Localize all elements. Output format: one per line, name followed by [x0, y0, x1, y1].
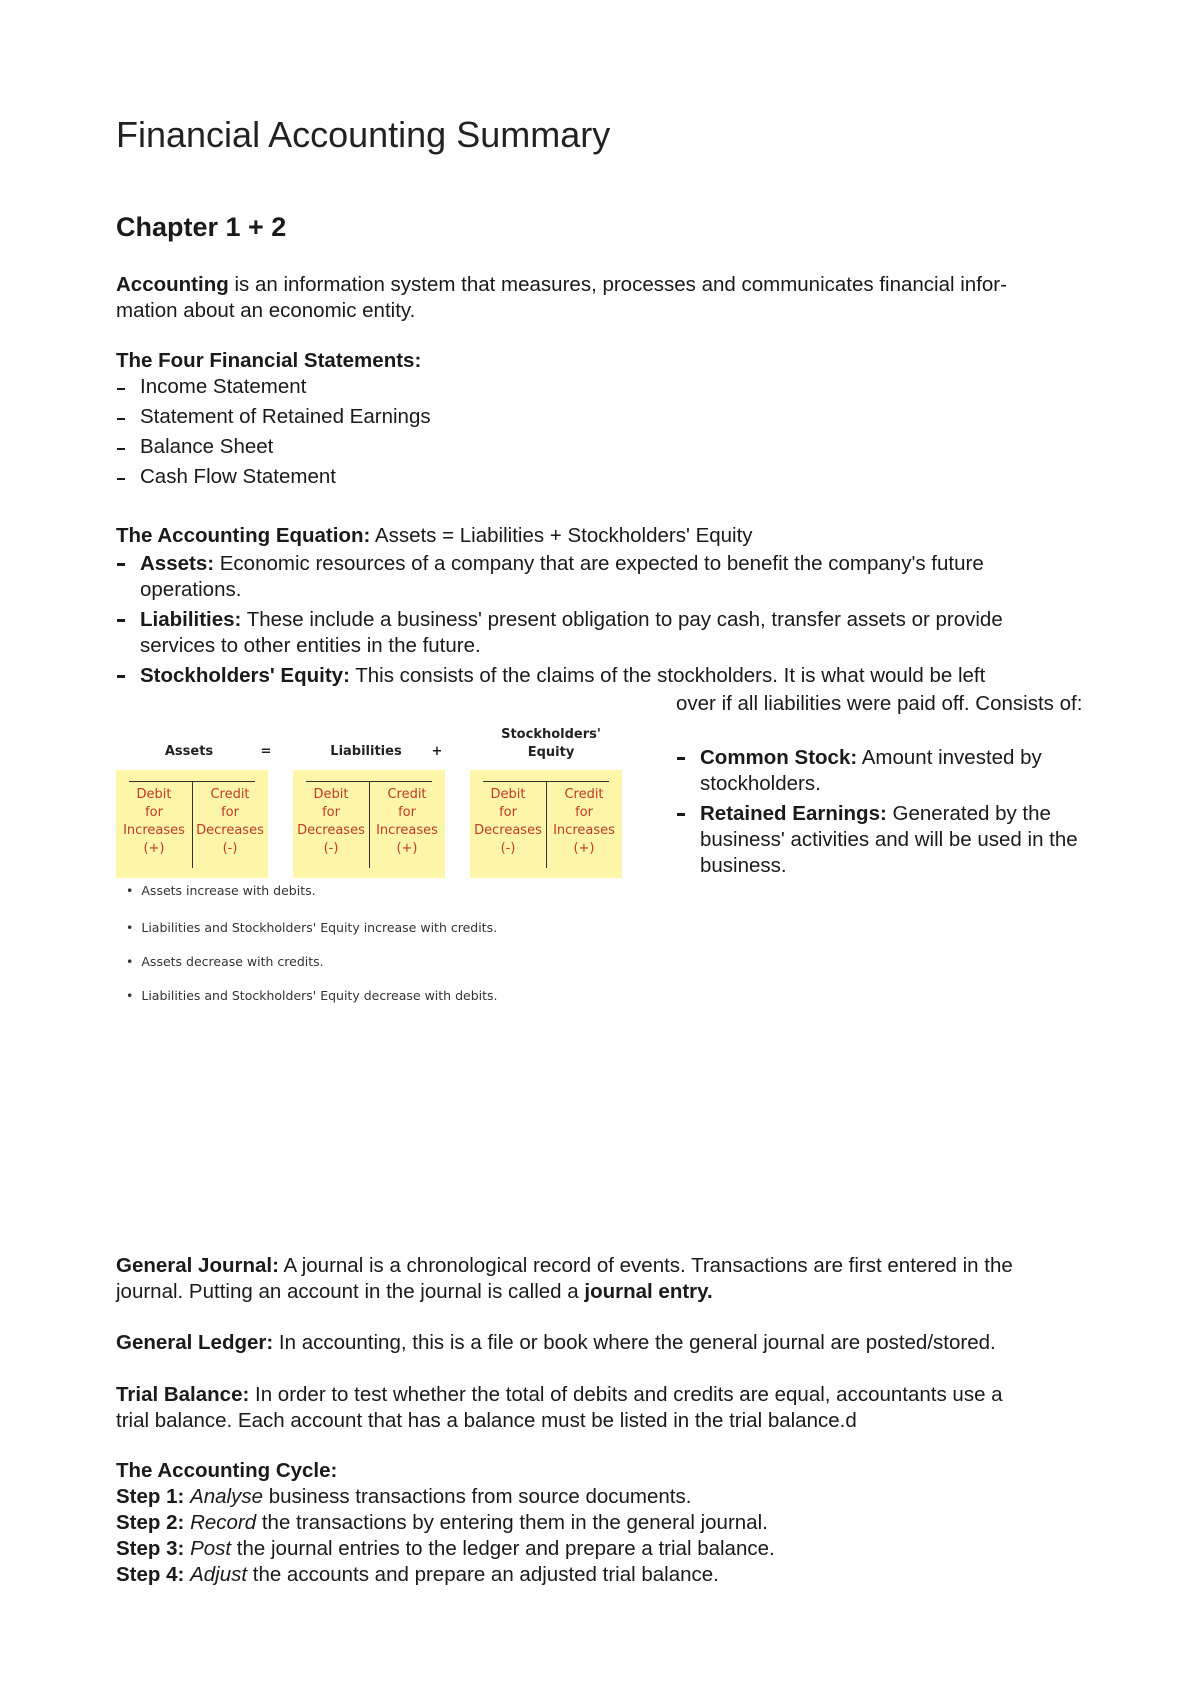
- list-item: Balance Sheet: [116, 432, 431, 462]
- liabilities-t-account: [293, 770, 445, 878]
- list-item: [116, 551, 1106, 603]
- retained-earnings-term: Retained Earnings:: [700, 802, 887, 825]
- diagram-equity-header: Stockholders' Equity: [501, 727, 601, 760]
- assets-text-2: operations.: [140, 578, 242, 601]
- trial-balance-paragraph: [116, 1382, 1096, 1434]
- equity-continued: over if all liabilities were paid off. Consists of:: [676, 692, 1083, 715]
- equation-terms-list: [116, 551, 1106, 689]
- journal-entry-term: journal entry.: [584, 1280, 713, 1303]
- diagram-liabilities-header: Liabilities: [330, 744, 402, 759]
- step-text: the accounts and prepare an adjusted trial balance.: [247, 1563, 719, 1586]
- liabilities-credit-cell: Credit for Increases (+): [376, 787, 438, 856]
- list-item: [116, 663, 1106, 689]
- step-text: the journal entries to the ledger and prepare a trial balance.: [231, 1537, 775, 1560]
- accounting-equation: [116, 523, 1096, 549]
- step-label: Step 4:: [116, 1563, 185, 1586]
- trial-balance-term: Trial Balance:: [116, 1383, 250, 1406]
- list-item: Statement of Retained Earnings: [116, 402, 431, 432]
- general-journal-text-2: journal. Putting an account in the journal is called a: [116, 1280, 585, 1303]
- general-journal-text: A journal is a chronological record of events. Transactions are first entered in the: [278, 1254, 1013, 1277]
- retained-earnings-text: Generated by the business' activities and will be used in the business.: [700, 802, 1078, 877]
- document-title: Financial Accounting Summary: [116, 114, 611, 155]
- diagram-note: • Assets decrease with credits.: [126, 954, 324, 969]
- step-label: Step 2:: [116, 1511, 185, 1534]
- liabilities-debit-cell: Debit for Decreases (-): [297, 787, 365, 856]
- list-item: [676, 745, 1096, 797]
- diagram-note: • Liabilities and Stockholders' Equity increase with credits.: [126, 920, 497, 935]
- equity-text: This consists of the claims of the stockholders. It is what would be left: [349, 664, 986, 687]
- trial-balance-text: In order to test whether the total of debits and credits are equal, accountants use a: [249, 1383, 1003, 1406]
- general-journal-paragraph: [116, 1253, 1096, 1305]
- trial-balance-text-2: trial balance. Each account that has a balance must be listed in the trial balance.d: [116, 1409, 857, 1432]
- cycle-step-1: [116, 1484, 691, 1510]
- common-stock-text: Amount invested by stockholders.: [700, 746, 1042, 795]
- step-label: Step 1:: [116, 1485, 185, 1508]
- cycle-step-4: [116, 1562, 719, 1588]
- step-verb: Adjust: [190, 1563, 248, 1586]
- diagram-note: • Assets increase with debits.: [126, 883, 316, 898]
- liabilities-term: Liabilities:: [140, 608, 242, 631]
- list-item: Income Statement: [116, 372, 431, 402]
- diagram-assets-header: Assets: [164, 744, 214, 759]
- assets-t-account: [116, 770, 268, 878]
- assets-text: Economic resources of a company that are expected to benefit the company's future: [214, 552, 984, 575]
- general-journal-term: General Journal:: [116, 1254, 279, 1277]
- liabilities-text-2: services to other entities in the future.: [140, 634, 481, 657]
- equity-credit-cell: Credit for Increases (+): [553, 787, 615, 856]
- t-account-diagram: [116, 720, 636, 1015]
- assets-term: Assets:: [140, 552, 215, 575]
- general-ledger-text: In accounting, this is a file or book where the general journal are posted/stored.: [273, 1331, 996, 1354]
- cycle-step-2: [116, 1510, 768, 1536]
- four-statements-heading: The Four Financial Statements:: [116, 349, 422, 372]
- step-label: Step 3:: [116, 1537, 185, 1560]
- step-text: the transactions by entering them in the general journal.: [256, 1511, 768, 1534]
- diagram-plus-sign: +: [431, 744, 443, 759]
- general-ledger-paragraph: [116, 1330, 1096, 1356]
- common-stock-term: Common Stock:: [700, 746, 858, 769]
- chapter-heading: Chapter 1 + 2: [116, 212, 287, 242]
- list-item: Cash Flow Statement: [116, 462, 431, 492]
- equation-text: Assets = Liabilities + Stockholders' Equity: [370, 524, 753, 547]
- accounting-text-2: mation about an economic entity.: [116, 299, 416, 322]
- equity-sub-list: [676, 745, 1096, 879]
- assets-credit-cell: Credit for Decreases (-): [196, 787, 264, 856]
- cycle-step-3: [116, 1536, 775, 1562]
- four-statements-list: [116, 372, 431, 492]
- step-text: business transactions from source documents.: [263, 1485, 692, 1508]
- liabilities-text: These include a business' present obligation to pay cash, transfer assets or provide: [241, 608, 1003, 631]
- list-item: [116, 607, 1106, 659]
- diagram-equals-sign: =: [260, 744, 272, 759]
- accounting-definition: [116, 272, 1096, 324]
- step-verb: Post: [190, 1537, 232, 1560]
- equation-label: The Accounting Equation:: [116, 524, 371, 547]
- accounting-term: Accounting: [116, 273, 229, 296]
- step-verb: Record: [190, 1511, 257, 1534]
- list-item: [676, 801, 1096, 879]
- equity-t-account: [470, 770, 622, 878]
- general-ledger-term: General Ledger:: [116, 1331, 274, 1354]
- accounting-cycle-heading: The Accounting Cycle:: [116, 1459, 338, 1482]
- equity-term: Stockholders' Equity:: [140, 664, 350, 687]
- equity-debit-cell: Debit for Decreases (-): [474, 787, 542, 856]
- assets-debit-cell: Debit for Increases (+): [123, 787, 185, 856]
- diagram-note: • Liabilities and Stockholders' Equity decrease with debits.: [126, 988, 498, 1003]
- accounting-text: is an information system that measures, processes and communicates financial infor-: [228, 273, 1007, 296]
- step-verb: Analyse: [190, 1485, 263, 1508]
